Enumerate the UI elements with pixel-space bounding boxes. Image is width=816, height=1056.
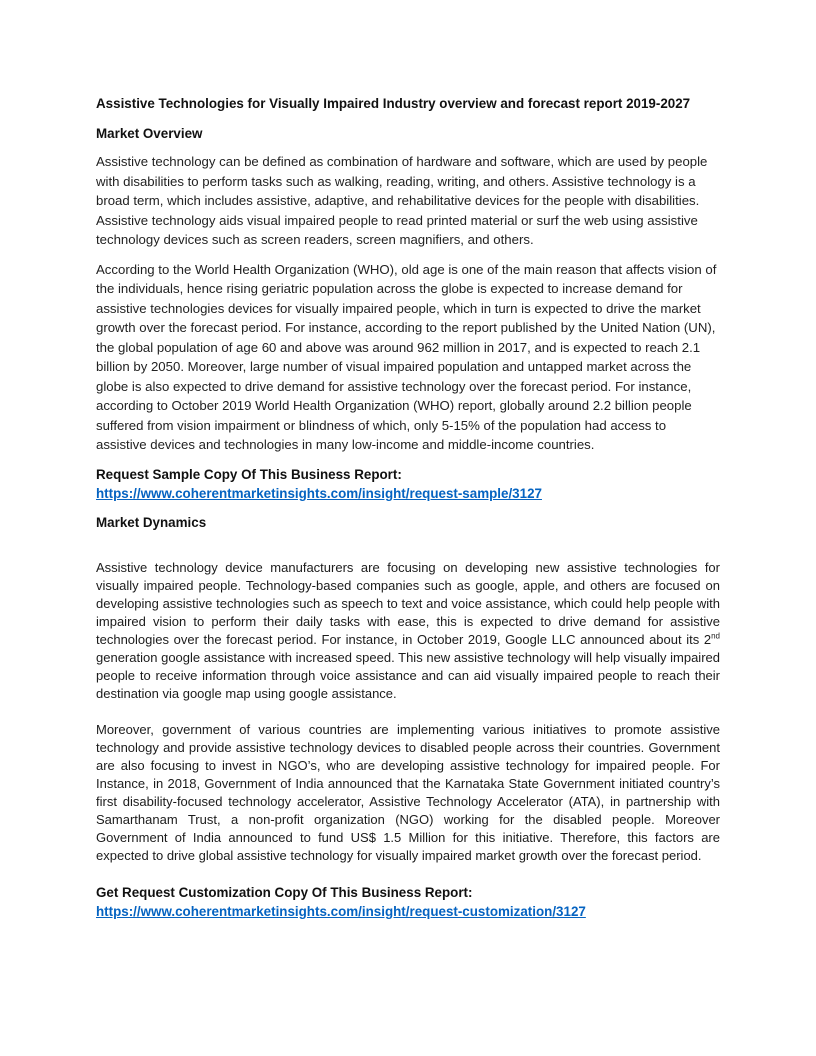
blank-line (96, 865, 720, 883)
sample-request-link[interactable]: https://www.coherentmarketinsights.com/insight/request-sample/3127 (96, 485, 542, 501)
document-page (96, 94, 720, 931)
market-overview-heading: Market Overview (96, 126, 203, 141)
market-dynamics-paragraph-1-part-b: generation google assistance with increased speed. This new assistive technology will help visually impaired people to receive information through voice assistance and can aid visually impaired people to reach their destination via google map using google assistance. (96, 649, 720, 701)
market-overview-paragraph-1: Assistive technology can be defined as combination of hardware and software, which are used by people with disabilities to perform tasks such as walking, reading, writing, and others. Assistive technology is a broad term, which includes assistive, adaptive, and rehabilitative devices for the people with disabilities. Assistive technology aids visual impaired people to read printed material or surf the web using assistive technology devices such as screen readers, screen magnifiers, and others. (96, 154, 708, 247)
blank-line (96, 703, 720, 721)
blank-line (96, 541, 720, 559)
customization-request-label: Get Request Customization Copy Of This Business Report: (96, 884, 473, 900)
sample-request-label: Request Sample Copy Of This Business Report: (96, 466, 402, 482)
ordinal-superscript: nd (711, 631, 720, 641)
market-dynamics-heading: Market Dynamics (96, 514, 207, 530)
document-title: Assistive Technologies for Visually Impaired Industry overview and forecast report 2019-2027 (96, 96, 691, 111)
market-dynamics-paragraph-1-part-a: Assistive technology device manufacturers are focusing on developing new assistive technologies for visually impaired people. Technology-based companies such as google, apple, and others are focused on developing assistive technologies such as speech to text and voice assistance, which could help people with impaired vision to perform their daily tasks with ease, this is expected to drive demand for assistive technologies over the forecast period. For instance, in October 2019, Google LLC announced about its 2 (96, 559, 720, 647)
market-overview-paragraph-2: According to the World Health Organization (WHO), old age is one of the main reason that affects vision of the individuals, hence rising geriatric population across the globe is expected to increase demand for assistive technologies devices for visually impaired people, which in turn is expected to drive the market growth over the forecast period. For instance, according to the report published by the United Nation (UN), the global population of age 60 and above was around 962 million in 2017, and is expected to reach 2.1 billion by 2050. Moreover, large number of visual impaired population and untapped market across the globe is also expected to drive demand for assistive technology over the forecast period. For instance, according to October 2019 World Health Organization (WHO) report, globally around 2.2 billion people suffered from vision impairment or blindness of which, only 5-15% of the population had access to assistive devices and technologies in many low-income and middle-income countries. (96, 261, 717, 452)
customization-request-block (96, 883, 720, 921)
customization-request-link[interactable]: https://www.coherentmarketinsights.com/insight/request-customization/3127 (96, 903, 586, 919)
sample-request-block (96, 465, 720, 503)
market-dynamics-paragraph-1 (96, 559, 720, 703)
market-dynamics-paragraph-2: Moreover, government of various countries are implementing various initiatives to promote assistive technology and provide assistive technology devices to disabled people across their countries. Government are also focusing to invest in NGO’s, who are developing assistive technology for impaired people. For Instance, in 2018, Government of India announced that the Karnataka State Government initiated country’s first disability-focused technology accelerator, Assistive Technology Accelerator (ATA), in partnership with Samarthanam Trust, a non-profit organization (NGO) working for the disabled people. Moreover Government of India announced to fund US$ 1.5 Million for this initiative. Therefore, this factors are expected to drive global assistive technology for visually impaired market growth over the forecast period. (96, 721, 720, 863)
